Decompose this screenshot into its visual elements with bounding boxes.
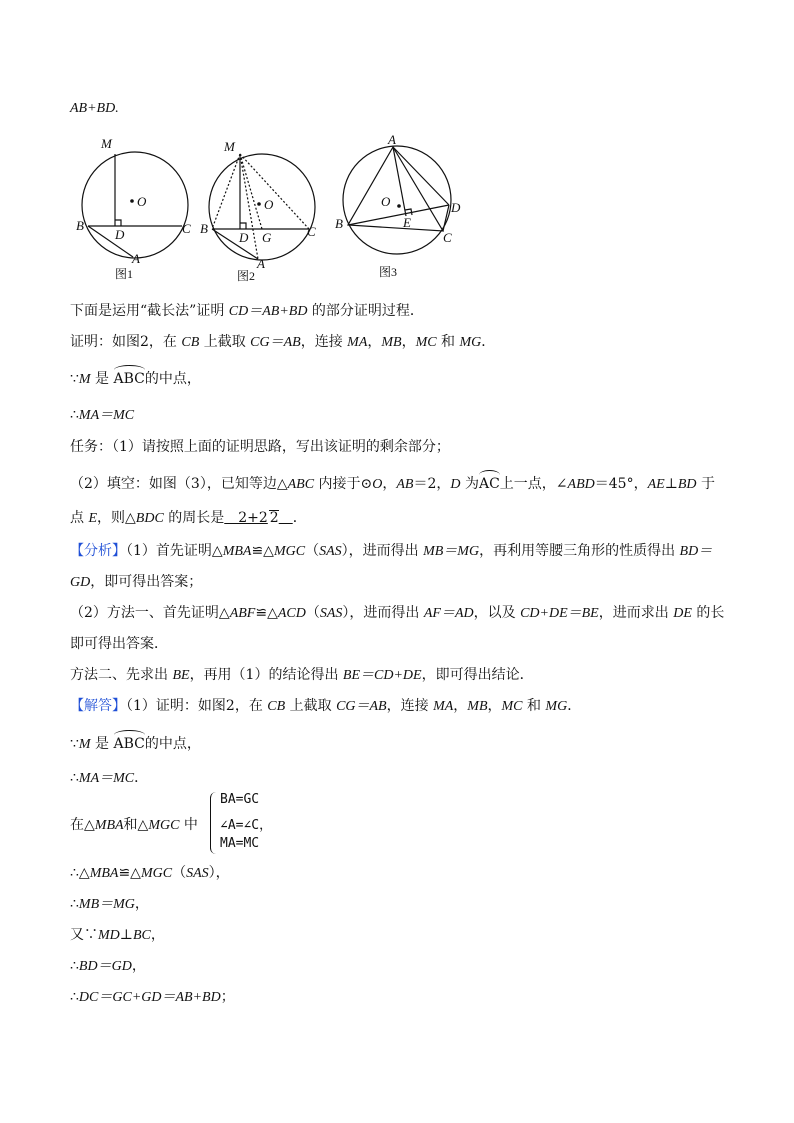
fig3-center-dot (397, 204, 401, 208)
fig1-label-o: O (137, 194, 147, 209)
fig2-label-m: M (224, 139, 235, 154)
fig3-label-o: O (381, 194, 391, 209)
fig3-label-d: D (451, 200, 461, 215)
arc-abc: ABC (113, 371, 145, 387)
solution-tag: 【解答】 (70, 698, 126, 714)
text-line-18: ∴MB＝MG， (70, 896, 149, 912)
fig2-line-mb (212, 154, 240, 229)
fig2-label-c: C (307, 224, 316, 239)
fig1-label-b: B (76, 218, 84, 233)
system-eq-3: MA=MC (220, 836, 260, 851)
fig1-label-m: M (101, 136, 112, 151)
text-line-19: 又∵MD⊥BC， (70, 927, 165, 943)
fig3-label-b: B (335, 216, 343, 231)
fig3-line-ad (393, 147, 449, 205)
fig1-label-a: A (132, 251, 140, 266)
text-line-6: （2）填空：如图（3），已知等边△ABC 内接于⊙O，AB＝2，D 为AC上一点，∠ABD＝45°，AE⊥BD 于 (70, 476, 715, 492)
text-line-8: 【分析】（1）首先证明△MBA≌△MGC（SAS），进而得出 MB＝MG，再利用等腰三角形的性质得出 BD＝ (70, 543, 713, 559)
fig1-label-d: D (115, 227, 125, 242)
fig2-label-o: O (264, 197, 274, 212)
text-line-11: 即可得出答案． (70, 636, 168, 652)
fig1-caption: 图1 (115, 267, 134, 281)
fig2-caption: 图2 (237, 269, 256, 283)
text-line-3: ∵M 是 ABC的中点， (70, 371, 201, 387)
fig3-label-e: E (403, 215, 411, 230)
text-line-5: 任务：（1）请按照上面的证明思路，写出该证明的剩余部分； (70, 439, 450, 455)
text-line-4: ∴MA＝MC (70, 407, 135, 423)
figures (0, 130, 794, 320)
text-line-2: 证明：如图2，在 CB 上截取 CG＝AB，连接 MA，MB，MC 和 MG． (70, 334, 496, 350)
text-line-15: ∴MA＝MC． (70, 770, 149, 786)
fig1-label-c: C (182, 221, 191, 236)
text-line-12: 方法二、先求出 BE，再用（1）的结论得出 BE＝CD+DE，即可得出结论． (70, 667, 534, 683)
text-line-16: 在△MBA和△MGC 中 (70, 817, 198, 833)
text-line-17: ∴△MBA≌△MGC（SAS）， (70, 865, 230, 881)
text-line-13: 【解答】（1）证明：如图2，在 CB 上截取 CG＝AB，连接 MA，MB，MC 和 MG． (70, 698, 582, 714)
text-line-14: ∵M 是 ABC的中点， (70, 736, 201, 752)
system-brace (210, 792, 219, 854)
text-line-7: 点 E，则△BDC 的周长是 2+2 2 ． (70, 510, 307, 526)
fig2-label-a: A (257, 256, 265, 271)
answer-blank: 2+2 2 (224, 510, 279, 526)
arc-abc-2: ABC (113, 736, 145, 752)
fig2-chord-ba (212, 229, 258, 259)
fig1-center-dot (130, 199, 134, 203)
system-eq-1: BA=GC (220, 792, 260, 807)
fig3-caption: 图3 (379, 265, 398, 279)
fig2-label-b: B (200, 221, 208, 236)
text-line-1: 下面是运用“截长法”证明 CD＝AB+BD 的部分证明过程． (70, 303, 424, 319)
fig3-label-c: C (443, 230, 452, 245)
text-line-10: （2）方法一、首先证明△ABF≌△ACD（SAS），进而得出 AF＝AD，以及 CD+DE＝BE，进而求出 DE 的长 (70, 605, 725, 621)
top-line: AB+BD. (70, 101, 119, 116)
fig1-circle (82, 152, 188, 258)
fig3-circle (343, 146, 451, 254)
fig2-center-dot (257, 202, 261, 206)
text-line-21: ∴DC＝GC+GD＝AB+BD； (70, 989, 235, 1005)
arc-ac: AC (478, 476, 500, 492)
fig3-label-a: A (388, 132, 396, 147)
text-line-9: GD，即可得出答案； (70, 574, 203, 590)
text-line-20: ∴BD＝GD， (70, 958, 146, 974)
fig2-label-d: D (239, 230, 249, 245)
fig1-right-angle (115, 220, 121, 226)
system-eq-2: ∠A=∠C， (220, 818, 273, 833)
fig2-label-g: G (262, 230, 272, 245)
fig2-right-angle (240, 223, 246, 229)
analysis-tag: 【分析】 (70, 543, 126, 559)
